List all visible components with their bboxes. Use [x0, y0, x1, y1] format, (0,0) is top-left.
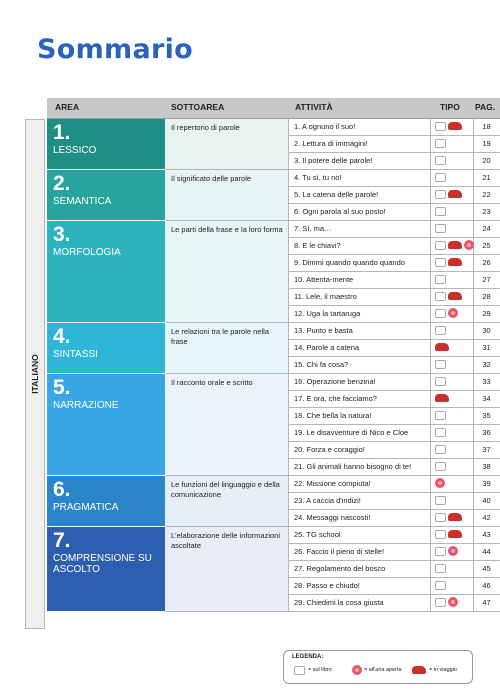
- area-name: MORFOLOGIA: [53, 247, 121, 258]
- tipo-cell: [430, 527, 474, 543]
- activity-title: 21. Gli animali hanno bisogno di te!: [294, 462, 412, 471]
- table-row: [289, 272, 500, 289]
- tipo-cell: [430, 238, 474, 254]
- page-title: Sommario: [37, 34, 194, 65]
- page-number: 21: [482, 173, 491, 182]
- table-row: [289, 493, 500, 510]
- page-number: 47: [482, 598, 491, 607]
- tipo-cell: [430, 442, 474, 458]
- area-block: [47, 221, 165, 323]
- area-block: [47, 170, 165, 221]
- subarea-block: [165, 119, 289, 170]
- table-row: [289, 544, 500, 561]
- table-row: [289, 187, 500, 204]
- activity-title: 5. La catena delle parole!: [294, 190, 379, 199]
- table-row: [289, 136, 500, 153]
- sul-libro-icon: [435, 241, 446, 250]
- in-viaggio-icon: [435, 343, 449, 351]
- area-name: LESSICO: [53, 145, 97, 156]
- activity-title: 1. A ognuno il suo!: [294, 122, 356, 131]
- tipo-cell: [430, 476, 474, 492]
- activity-title: 7. Sì, ma…: [294, 224, 332, 233]
- area-block: [47, 527, 165, 612]
- sul-libro-icon: [435, 190, 446, 199]
- area-block: [47, 323, 165, 374]
- in-viaggio-icon: [448, 241, 462, 249]
- page-number: 28: [482, 292, 491, 301]
- legend-aria-aperta: = all'aria aperta: [364, 667, 402, 673]
- header-pag: PAG.: [475, 102, 496, 112]
- activity-title: 18. Che bella la natura!: [294, 411, 372, 420]
- table-row: [289, 578, 500, 595]
- page-number: 46: [482, 581, 491, 590]
- activity-title: 2. Lettura di immagini!: [294, 139, 368, 148]
- table-row: [289, 561, 500, 578]
- subarea-text: Le relazioni tra le parole nella frase: [171, 327, 269, 346]
- legend-title: LEGENDA:: [292, 654, 324, 660]
- table-row: [289, 510, 500, 527]
- sul-libro-icon: [435, 564, 446, 573]
- table-row: [289, 170, 500, 187]
- activity-title: 14. Parole a catena: [294, 343, 360, 352]
- sul-libro-icon: [435, 581, 446, 590]
- in-viaggio-icon: [448, 292, 462, 300]
- area-name: COMPRENSIONE SU ASCOLTO: [53, 553, 152, 575]
- table-row: [289, 119, 500, 136]
- activity-title: 22. Missione compiuta!: [294, 479, 371, 488]
- sul-libro-icon: [435, 360, 446, 369]
- all-aria-aperta-icon: [448, 546, 458, 556]
- tipo-cell: [430, 595, 474, 611]
- table-row: [289, 289, 500, 306]
- subarea-block: [165, 374, 289, 476]
- activity-title: 28. Passo e chiudo!: [294, 581, 360, 590]
- page-number: 18: [482, 122, 491, 131]
- activity-title: 26. Faccio il pieno di stelle!: [294, 547, 385, 556]
- tipo-cell: [430, 493, 474, 509]
- subarea-text: Il racconto orale e scritto: [171, 378, 253, 387]
- table-row: [289, 204, 500, 221]
- subarea-text: Le parti della frase e la loro forma: [171, 225, 283, 234]
- all-aria-aperta-icon: [448, 597, 458, 607]
- header-area: AREA: [55, 102, 80, 112]
- page-number: 23: [482, 207, 491, 216]
- activity-title: 19. Le disavventure di Nico e Cloe: [294, 428, 409, 437]
- tipo-cell: [430, 459, 474, 475]
- in-viaggio-icon: [448, 190, 462, 198]
- page-number: 44: [482, 547, 491, 556]
- sul-libro-icon: [435, 530, 446, 539]
- subarea-text: Le funzioni del linguaggio e della comunicazione: [171, 480, 280, 499]
- in-viaggio-icon: [448, 258, 462, 266]
- page-number: 37: [482, 445, 491, 454]
- page-number: 24: [482, 224, 491, 233]
- area-name: SEMANTICA: [53, 196, 112, 207]
- table-row: [289, 459, 500, 476]
- table-row: [289, 476, 500, 493]
- legend-sul-libro: = sul libro: [308, 667, 332, 673]
- tipo-cell: [430, 153, 474, 169]
- page-number: 19: [482, 139, 491, 148]
- sul-libro-icon: [435, 547, 446, 556]
- tipo-cell: [430, 408, 474, 424]
- page-number: 35: [482, 411, 491, 420]
- in-viaggio-icon: [448, 530, 462, 538]
- area-number: 2.: [53, 172, 71, 195]
- sul-libro-icon: [435, 173, 446, 182]
- activity-title: 10. Attenta-mente: [294, 275, 354, 284]
- area-name: PRAGMATICA: [53, 502, 119, 513]
- table-row: [289, 323, 500, 340]
- sul-libro-icon: [435, 139, 446, 148]
- in-viaggio-icon: [412, 666, 426, 674]
- sul-libro-icon: [435, 513, 446, 522]
- page-number: 42: [482, 513, 491, 522]
- sul-libro-icon: [435, 292, 446, 301]
- table-row: [289, 238, 500, 255]
- header-attivita: ATTIVITÀ: [295, 102, 333, 112]
- in-viaggio-icon: [448, 122, 462, 130]
- area-number: 4.: [53, 325, 71, 348]
- page-number: 40: [482, 496, 491, 505]
- tipo-cell: [430, 544, 474, 560]
- subarea-text: Il significato delle parole: [171, 174, 252, 183]
- area-block: [47, 119, 165, 170]
- header-sottoarea: SOTTOAREA: [171, 102, 225, 112]
- activity-title: 16. Operazione benzina!: [294, 377, 376, 386]
- activity-title: 11. Lele, il maestro: [294, 292, 357, 301]
- area-number: 3.: [53, 223, 71, 246]
- page-number: 33: [482, 377, 491, 386]
- activity-title: 6. Ogni parola al suo posto!: [294, 207, 386, 216]
- activity-title: 17. E ora, che facciamo?: [294, 394, 377, 403]
- page-number: 29: [482, 309, 491, 318]
- tipo-cell: [430, 272, 474, 288]
- table-header: [47, 98, 500, 119]
- header-tipo: TIPO: [440, 102, 460, 112]
- tipo-cell: [430, 289, 474, 305]
- activity-title: 3. Il potere delle parole!: [294, 156, 373, 165]
- area-block: [47, 476, 165, 527]
- sul-libro-icon: [435, 122, 446, 131]
- tipo-cell: [430, 425, 474, 441]
- table-row: [289, 595, 500, 612]
- subarea-block: [165, 323, 289, 374]
- activity-title: 4. Tu sì, tu no!: [294, 173, 342, 182]
- sul-libro-icon: [435, 462, 446, 471]
- sul-libro-icon: [435, 156, 446, 165]
- all-aria-aperta-icon: [448, 308, 458, 318]
- activity-title: 12. Uga la tartaruga: [294, 309, 361, 318]
- table-row: [289, 340, 500, 357]
- sul-libro-icon: [435, 275, 446, 284]
- tipo-cell: [430, 221, 474, 237]
- subarea-block: [165, 221, 289, 323]
- page-number: 20: [482, 156, 491, 165]
- page-number: 43: [482, 530, 491, 539]
- page-number: 38: [482, 462, 491, 471]
- sul-libro-icon: [435, 598, 446, 607]
- table-row: [289, 408, 500, 425]
- activity-title: 29. Chiedimi la cosa giusta: [294, 598, 384, 607]
- subarea-text: Il repertorio di parole: [171, 123, 240, 132]
- subarea-text: L'elaborazione delle informazioni ascoltate: [171, 531, 280, 550]
- tipo-cell: [430, 391, 474, 407]
- tipo-cell: [430, 136, 474, 152]
- all-aria-aperta-icon: [352, 665, 362, 675]
- area-name: SINTASSI: [53, 349, 98, 360]
- legend: [283, 650, 473, 684]
- activity-title: 20. Forza e coraggio!: [294, 445, 365, 454]
- tipo-cell: [430, 374, 474, 390]
- page-number: 31: [482, 343, 491, 352]
- activity-title: 25. TG school: [294, 530, 341, 539]
- table-row: [289, 391, 500, 408]
- tipo-cell: [430, 510, 474, 526]
- sul-libro-icon: [435, 428, 446, 437]
- tipo-cell: [430, 187, 474, 203]
- table-row: [289, 153, 500, 170]
- activity-title: 8. E le chiavi?: [294, 241, 341, 250]
- subarea-block: [165, 170, 289, 221]
- page-number: 25: [482, 241, 491, 250]
- area-block: [47, 374, 165, 476]
- sul-libro-icon: [435, 258, 446, 267]
- sul-libro-icon: [435, 377, 446, 386]
- activity-title: 27. Regolamento del bosco: [294, 564, 386, 573]
- area-name: NARRAZIONE: [53, 400, 119, 411]
- activity-title: 23. A caccia d'indizi!: [294, 496, 361, 505]
- subarea-block: [165, 527, 289, 612]
- sul-libro-icon: [435, 224, 446, 233]
- area-number: 7.: [53, 529, 71, 552]
- tipo-cell: [430, 323, 474, 339]
- legend-in-viaggio: = in viaggio: [429, 667, 457, 673]
- tipo-cell: [430, 255, 474, 271]
- tipo-cell: [430, 119, 474, 135]
- sul-libro-icon: [435, 445, 446, 454]
- page-number: 32: [482, 360, 491, 369]
- page-number: 26: [482, 258, 491, 267]
- page-number: 30: [482, 326, 491, 335]
- tipo-cell: [430, 340, 474, 356]
- tipo-cell: [430, 204, 474, 220]
- in-viaggio-icon: [448, 513, 462, 521]
- table-row: [289, 442, 500, 459]
- sul-libro-icon: [294, 666, 305, 675]
- area-number: 5.: [53, 376, 71, 399]
- activity-title: 9. Dimmi quando quando quando: [294, 258, 405, 267]
- table-row: [289, 221, 500, 238]
- activity-title: 15. Chi fa cosa?: [294, 360, 349, 369]
- tipo-cell: [430, 170, 474, 186]
- tipo-cell: [430, 561, 474, 577]
- sul-libro-icon: [435, 207, 446, 216]
- area-number: 6.: [53, 478, 71, 501]
- page-number: 45: [482, 564, 491, 573]
- table-row: [289, 357, 500, 374]
- subject-label: ITALIANO: [25, 119, 45, 629]
- in-viaggio-icon: [435, 394, 449, 402]
- page-number: 27: [482, 275, 491, 284]
- page-number: 22: [482, 190, 491, 199]
- tipo-cell: [430, 357, 474, 373]
- subarea-block: [165, 476, 289, 527]
- sul-libro-icon: [435, 496, 446, 505]
- table-row: [289, 374, 500, 391]
- sul-libro-icon: [435, 309, 446, 318]
- table-row: [289, 255, 500, 272]
- table-row: [289, 425, 500, 442]
- activity-title: 24. Messaggi nascosti!: [294, 513, 371, 522]
- page-number: 34: [482, 394, 491, 403]
- table-row: [289, 306, 500, 323]
- all-aria-aperta-icon: [435, 478, 445, 488]
- sul-libro-icon: [435, 326, 446, 335]
- table-row: [289, 527, 500, 544]
- activity-title: 13. Punto e basta: [294, 326, 353, 335]
- page-number: 39: [482, 479, 491, 488]
- tipo-cell: [430, 578, 474, 594]
- sul-libro-icon: [435, 411, 446, 420]
- area-number: 1.: [53, 121, 71, 144]
- page-number: 36: [482, 428, 491, 437]
- tipo-cell: [430, 306, 474, 322]
